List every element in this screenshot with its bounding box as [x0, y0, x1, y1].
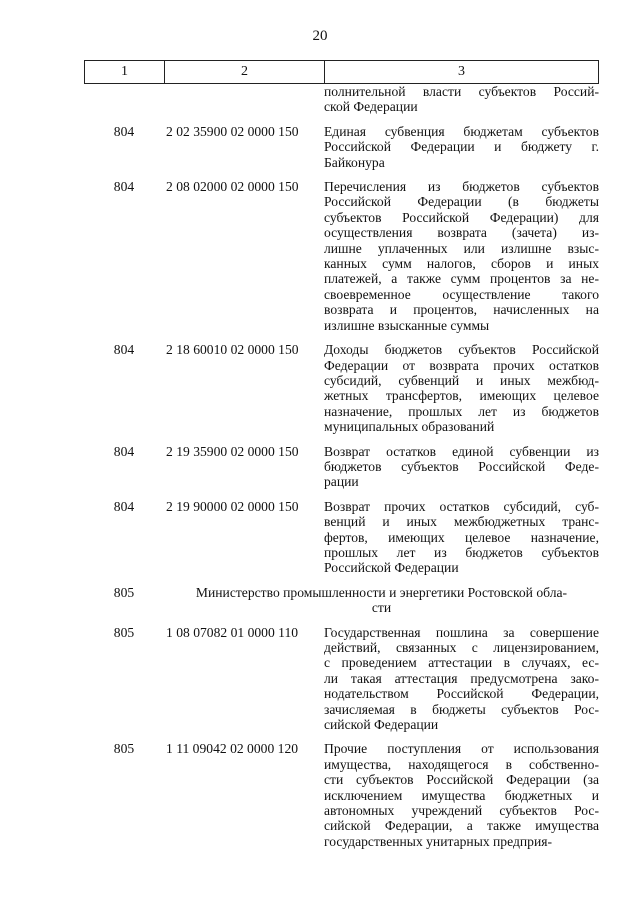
description-line: ской Федерации — [324, 99, 418, 115]
description-line: полнительной власти субъектов Россий- — [324, 84, 599, 99]
description-line: Доходы бюджетов субъектов Российской — [324, 342, 599, 358]
budget-code-cell — [164, 179, 324, 333]
budget-classification-code: 2 18 60010 02 0000 150 — [166, 342, 299, 358]
budget-code-cell — [164, 741, 324, 849]
budget-classification-code: 1 08 07082 01 0000 110 — [166, 624, 299, 640]
description-line: Единая субвенция бюджетам субъектов — [324, 123, 599, 139]
ministry-title-line: Министерство промышленности и энергетики Ростовской обла- — [195, 584, 568, 600]
budget-classification-code: 2 02 35900 02 0000 150 — [166, 123, 299, 139]
admin-code: 804 — [113, 443, 135, 459]
description-line: Байконура — [324, 154, 385, 170]
ministry-title-line: сти — [371, 600, 392, 616]
budget-code-cell — [164, 124, 324, 170]
description-line: своевременное осуществление такого — [324, 286, 599, 302]
description-line: жетных трансфертов, имеющих целевое — [324, 388, 599, 404]
description-line: нодательством Российской Федерации, — [324, 686, 599, 702]
description-line: действий, связанных с лицензированием, — [324, 640, 599, 655]
description-line: государственных унитарных предприя- — [324, 833, 552, 849]
header-col-2: 2 — [165, 61, 325, 83]
description-line: имущества, находящегося в собственно- — [324, 756, 599, 772]
description-line: ли такая аттестация предусмотрена зако- — [324, 670, 599, 686]
ministry-row — [84, 585, 599, 616]
description-line: излишне взысканные суммы — [324, 317, 490, 333]
description-line: Российской Федерации (в бюджеты — [324, 194, 599, 210]
description-line: лишне уплаченных или излишне взыс- — [324, 240, 599, 256]
table-row — [84, 499, 599, 576]
header-col-3: 3 — [458, 64, 465, 79]
table-row — [84, 84, 599, 115]
revenue-description — [324, 741, 599, 849]
table-row — [84, 124, 599, 170]
admin-code: 804 — [113, 179, 135, 195]
description-line: Российской Федерации — [324, 560, 459, 576]
budget-classification-code: 2 08 02000 02 0000 150 — [166, 179, 299, 195]
description-line: канных сумм налогов, сборов и иных — [324, 256, 599, 272]
description-line: исключением имущества бюджетных и — [324, 787, 599, 803]
ministry-title — [164, 585, 599, 616]
budget-code-cell — [164, 444, 324, 490]
description-line: бюджетов субъектов Российской Феде- — [324, 458, 599, 474]
admin-code: 805 — [113, 741, 135, 757]
table-row — [84, 625, 599, 733]
budget-classification-code: 2 19 90000 02 0000 150 — [166, 498, 299, 514]
description-line: Государственная пошлина за совершение — [324, 624, 599, 640]
admin-code: 805 — [113, 584, 135, 600]
table-row — [84, 741, 599, 849]
description-line: Федерации от возврата прочих остатков — [324, 357, 599, 373]
description-line: фертов, имеющих целевое назначение, — [324, 529, 599, 545]
description-line: субъектов Российской Федерации) для — [324, 209, 599, 225]
admin-code: 805 — [113, 624, 135, 640]
revenue-description — [324, 84, 599, 115]
description-line: венций и иных межбюджетных транс- — [324, 514, 599, 530]
description-line: платежей, а также сумм процентов за не- — [324, 271, 599, 287]
description-line: с проведением аттестации в случаях, ес- — [324, 655, 599, 671]
revenue-description — [324, 499, 599, 576]
description-line: Перечисления из бюджетов субъектов — [324, 179, 599, 195]
revenue-description — [324, 625, 599, 733]
description-line: субсидий, субвенций и иных межбюд- — [324, 372, 599, 388]
description-line: Прочие поступления от использования — [324, 741, 599, 757]
table-header — [84, 60, 599, 84]
revenue-description — [324, 342, 599, 434]
table-row — [84, 342, 599, 434]
description-line: сийской Федерации — [324, 717, 439, 733]
admin-code — [84, 84, 164, 115]
description-line: Возврат остатков единой субвенции из — [324, 443, 599, 459]
admin-code: 804 — [113, 498, 135, 514]
page-number: 20 — [312, 28, 328, 44]
description-line: Возврат прочих остатков субсидий, суб- — [324, 498, 599, 514]
revenue-description — [324, 124, 599, 170]
description-line: прошлых лет из бюджетов субъектов — [324, 544, 599, 560]
description-line: осуществления возврата (зачета) из- — [324, 225, 599, 241]
revenue-description — [324, 179, 599, 333]
description-line: Российской Федерации и бюджету г. — [324, 139, 599, 155]
budget-code-cell — [164, 84, 324, 115]
table-body — [84, 84, 599, 849]
admin-code: 804 — [113, 123, 135, 139]
description-line: зачисляемая в бюджеты субъектов Рос- — [324, 701, 599, 717]
budget-code-cell — [164, 499, 324, 576]
description-line: муниципальных образований — [324, 419, 495, 435]
budget-classification-code: 2 19 35900 02 0000 150 — [166, 443, 299, 459]
description-line: сти субъектов Российской Федерации (за — [324, 772, 599, 788]
description-line: рации — [324, 474, 359, 490]
table-row — [84, 179, 599, 333]
budget-classification-code: 1 11 09042 02 0000 120 — [166, 741, 299, 757]
header-col-1: 1 — [85, 61, 165, 83]
revenue-description — [324, 444, 599, 490]
admin-code: 804 — [113, 342, 135, 358]
table-row — [84, 444, 599, 490]
description-line: сийской Федерации, а также имущества — [324, 818, 599, 834]
description-line: автономных учреждений субъектов Рос- — [324, 803, 599, 819]
description-line: возврата и процентов, начисленных на — [324, 302, 599, 318]
description-line: назначение, прошлых лет из бюджетов — [324, 403, 599, 419]
budget-code-cell — [164, 342, 324, 434]
budget-code-cell — [164, 625, 324, 733]
